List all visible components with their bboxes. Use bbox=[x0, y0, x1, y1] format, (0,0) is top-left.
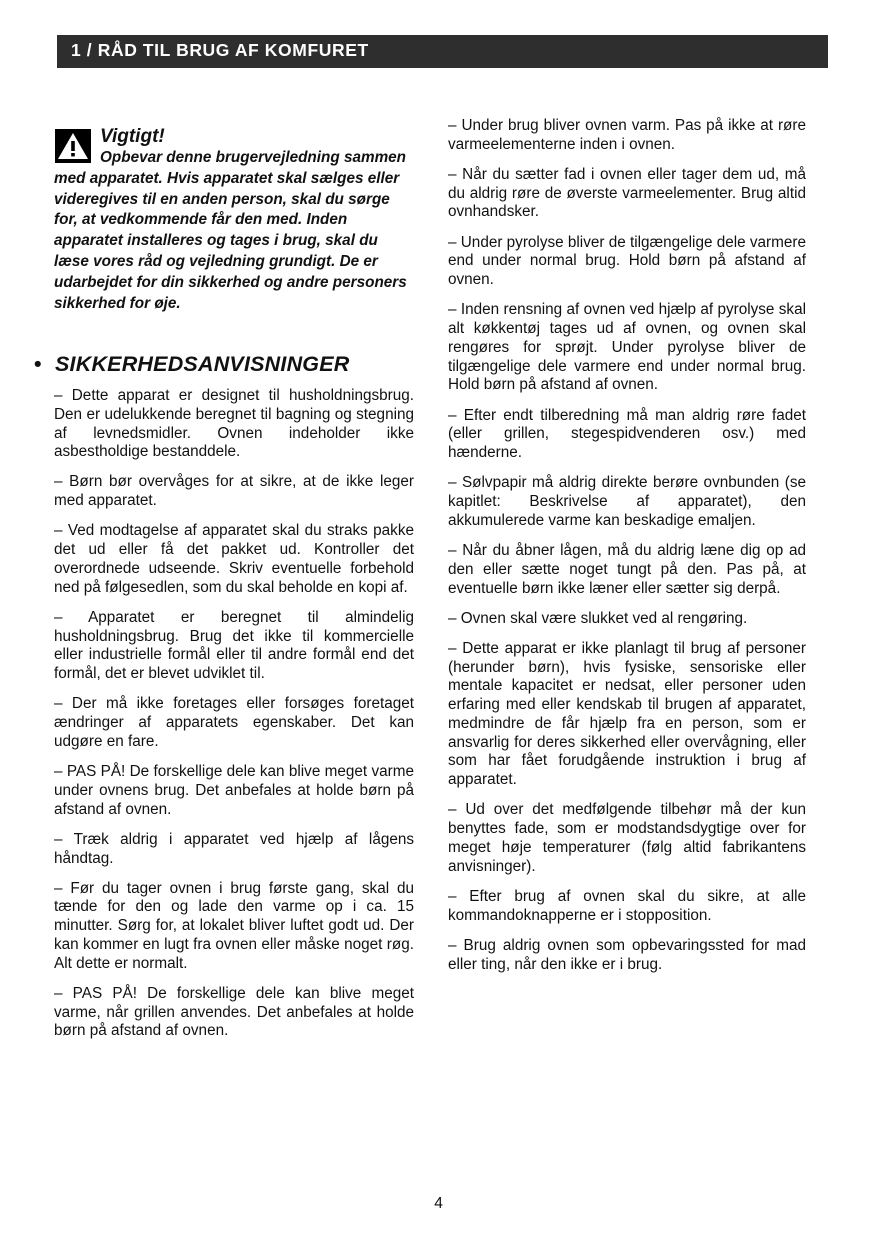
safety-paragraph: – Ud over det medfølgende tilbehør må der kun benyttes fade, som er modstandsdygtige over for meget høje temperaturer (følg altid fabrikantens anvisninger). bbox=[448, 801, 806, 875]
safety-paragraph: – Før du tager ovnen i brug første gang, skal du tænde for den og lade den varme op i ca. 15 minutter. Sørg for, at lokalet bliver luftet godt ud. Der kan kommer en lugt fra ovnen eller måske noget røg. Alt dette er normalt. bbox=[54, 879, 414, 972]
safety-paragraph: – PAS PÅ! De forskellige dele kan blive meget varme, når grillen anvendes. Det anbefales at holde børn på afstand af ovnen. bbox=[54, 984, 414, 1040]
safety-paragraph: – Der må ikke foretages eller forsøges foretaget ændringer af apparatets egenskaber. Det kan udgøre en fare. bbox=[54, 695, 414, 750]
safety-paragraph: – Når du åbner lågen, må du aldrig læne dig op ad den eller sætte noget tungt på den. Pas på, at eventuelle børn ikke læner eller sætter sig derpå. bbox=[448, 541, 806, 597]
safety-paragraph: – Ved modtagelse af apparatet skal du straks pakke det ud eller få det pakket ud. Kontroller det overordnede udseende. Skriv eventuelle forbehold ned på følgesedlen, som du skal beholde en kopi af. bbox=[54, 522, 414, 596]
safety-paragraph: – PAS PÅ! De forskellige dele kan blive meget varme under ovnens brug. Det anbefales at holde børn på afstand af ovnen. bbox=[54, 763, 414, 818]
section-heading bbox=[34, 352, 434, 377]
safety-paragraph: – Træk aldrig i apparatet ved hjælp af lågens håndtag. bbox=[54, 830, 414, 867]
safety-paragraph: – Dette apparat er ikke planlagt til brug af personer (herunder børn), hvis fysiske, sensoriske eller mentale kapacitet er nedsat, eller personer uden erfaring med eller kendskab til brugen af apparatet, medmindre de får hjælp fra en person, som er ansvarlig for deres sikkerhed eller overvågning, eller som har fået forudgående instruktion i brug af apparatet. bbox=[448, 639, 806, 789]
safety-paragraph: – Under brug bliver ovnen varm. Pas på ikke at røre varmeelementerne inden i ovnen. bbox=[448, 117, 806, 153]
warning-text: Opbevar denne brugervejledning sammen med apparatet. Hvis apparatet skal sælges eller videregives til en anden person, skal du sørge for, at vedkommende får den med. Inden apparatet installeres og tages i brug, skal du læse vores råd og vejledning grundigt. De er udarbejdet for din sikkerhed og andre personers sikkerhed for øje. bbox=[54, 149, 407, 312]
safety-paragraph: – Brug aldrig ovnen som opbevaringssted for mad eller ting, når den ikke er i brug. bbox=[448, 936, 806, 973]
page-number: 4 bbox=[434, 1195, 443, 1212]
left-column bbox=[54, 387, 414, 1053]
section-title: SIKKERHEDSANVISNINGER bbox=[55, 352, 350, 376]
chapter-title: 1 / RÅD TIL BRUG AF KOMFURET bbox=[71, 40, 369, 60]
safety-paragraph: – Dette apparat er designet til husholdningsbrug. Den er udelukkende beregnet til bagning og stegning af levnedsmidler. Ovnen indeholder ikke asbestholdige bestanddele. bbox=[54, 387, 414, 461]
right-column bbox=[448, 117, 806, 986]
safety-paragraph: – Efter brug af ovnen skal du sikre, at alle kommandoknapperne er i stopposition. bbox=[448, 887, 806, 924]
warning-triangle-icon bbox=[55, 129, 91, 163]
safety-paragraph: – Børn bør overvåges for at sikre, at de ikke leger med apparatet. bbox=[54, 473, 414, 510]
safety-paragraph: – Under pyrolyse bliver de tilgængelige dele varmere end under normal brug. Hold børn på afstand af ovnen. bbox=[448, 233, 806, 289]
safety-paragraph: – Når du sætter fad i ovnen eller tager dem ud, må du aldrig røre de øverste varmeelementer. Brug altid ovnhandsker. bbox=[448, 165, 806, 221]
safety-paragraph: – Ovnen skal være slukket ved al rengøring. bbox=[448, 609, 748, 627]
chapter-header bbox=[57, 35, 828, 68]
heading-bullet: • bbox=[34, 352, 42, 376]
safety-paragraph: – Inden rensning af ovnen ved hjælp af pyrolyse skal alt køkkentøj tages ud af ovnen, og ovnen skal rengøres for sprøjt. Under pyrolyse bliver de tilgængelige dele varmere end under normal brug. Hold børn på afstand af ovnen. bbox=[448, 301, 806, 394]
warning-box bbox=[54, 126, 414, 314]
safety-paragraph: – Sølvpapir må aldrig direkte berøre ovnbunden (se kapitlet: Beskrivelse af apparatet), den akkumulerede varme kan beskadige emaljen. bbox=[448, 474, 806, 529]
warning-title: Vigtigt! bbox=[100, 126, 165, 147]
safety-paragraph: – Apparatet er beregnet til almindelig husholdningsbrug. Brug det ikke til kommercielle eller industrielle formål eller til andre formål end det formål, det er blevet udviklet til. bbox=[54, 608, 414, 683]
safety-paragraph: – Efter endt tilberedning må man aldrig røre fadet (eller grillen, stegespidvenderen osv.) med hænderne. bbox=[448, 406, 806, 462]
